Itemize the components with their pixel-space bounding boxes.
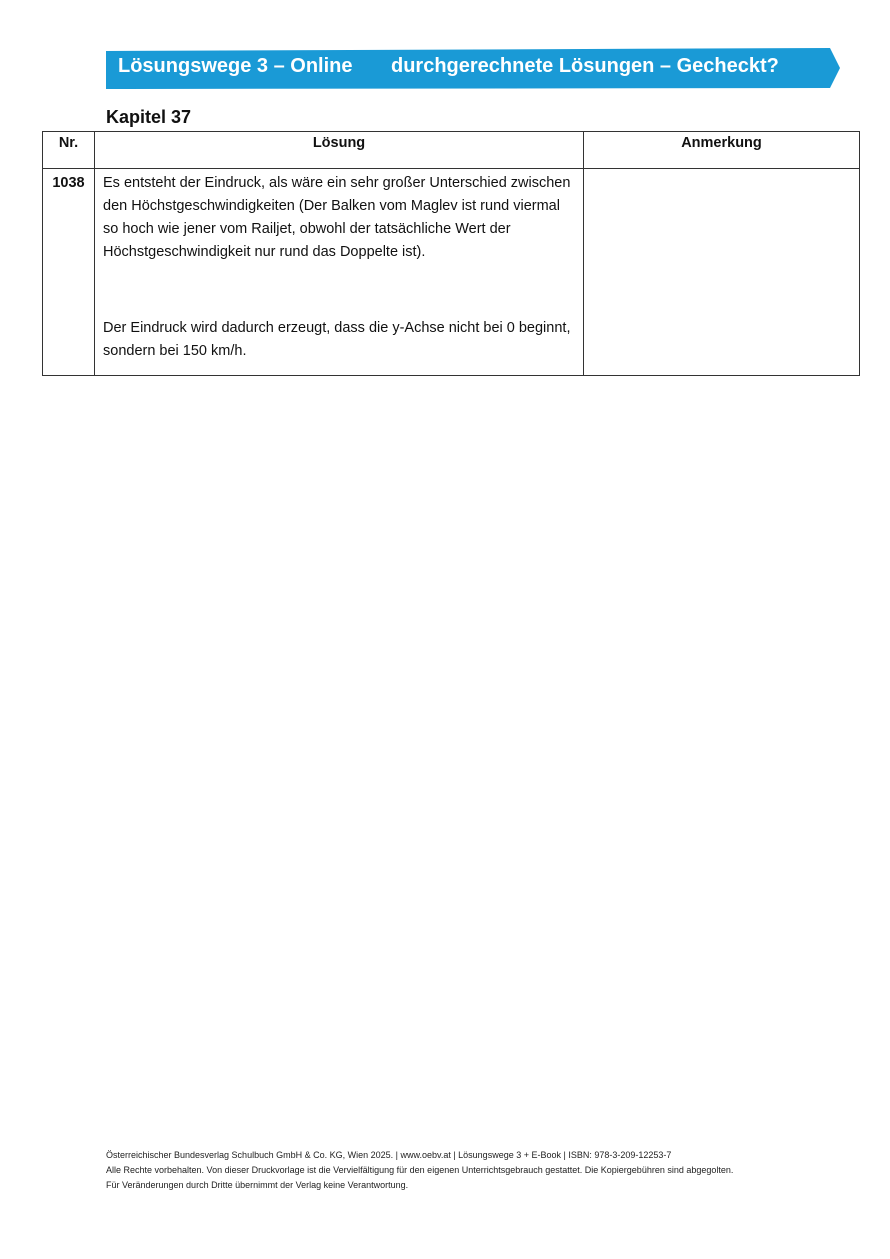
chapter-title: Kapitel 37 <box>106 107 192 127</box>
solution-paragraph: Es entsteht der Eindruck, als wäre ein sehr großer Unterschied zwischen den Höchstgeschwindigkeiten (Der Balken vom Maglev ist rund viermal so hoch wie jener vom Railjet, obwohl der tatsächliche Wert der Höchstgeschwindigkeit nur rund das Doppelte ist). <box>103 175 571 260</box>
row-number: 1038 <box>43 169 95 376</box>
footer-rights: Alle Rechte vorbehalten. Von dieser Druckvorlage ist die Vervielfältigung für den eigenen Unterrichtsgebrauch gestattet. Die Kopiergebühren sind abgegolten. <box>106 1165 734 1175</box>
column-header-solution: Lösung <box>95 132 584 169</box>
row-solution <box>95 169 584 376</box>
column-header-nr: Nr. <box>43 132 95 169</box>
solutions-table <box>42 131 860 376</box>
row-note <box>584 169 860 376</box>
header-title: Lösungswege 3 – Online <box>118 55 353 77</box>
header-banner <box>106 48 840 89</box>
footer-publisher: Österreichischer Bundesverlag Schulbuch GmbH & Co. KG, Wien 2025. | www.oebv.at | Lösungswege 3 + E-Book | ISBN: 978-3-209-12253-7 <box>106 1150 672 1160</box>
table-row <box>43 169 860 376</box>
table-header-row <box>43 132 860 169</box>
footer <box>106 1148 733 1193</box>
header-subtitle: durchgerechnete Lösungen – Gecheckt? <box>391 55 779 77</box>
solution-paragraph: Der Eindruck wird dadurch erzeugt, dass die y-Achse nicht bei 0 beginnt, sondern bei 150 km/h. <box>103 320 571 359</box>
column-header-note: Anmerkung <box>584 132 860 169</box>
footer-disclaimer: Für Veränderungen durch Dritte übernimmt der Verlag keine Verantwortung. <box>106 1180 409 1190</box>
